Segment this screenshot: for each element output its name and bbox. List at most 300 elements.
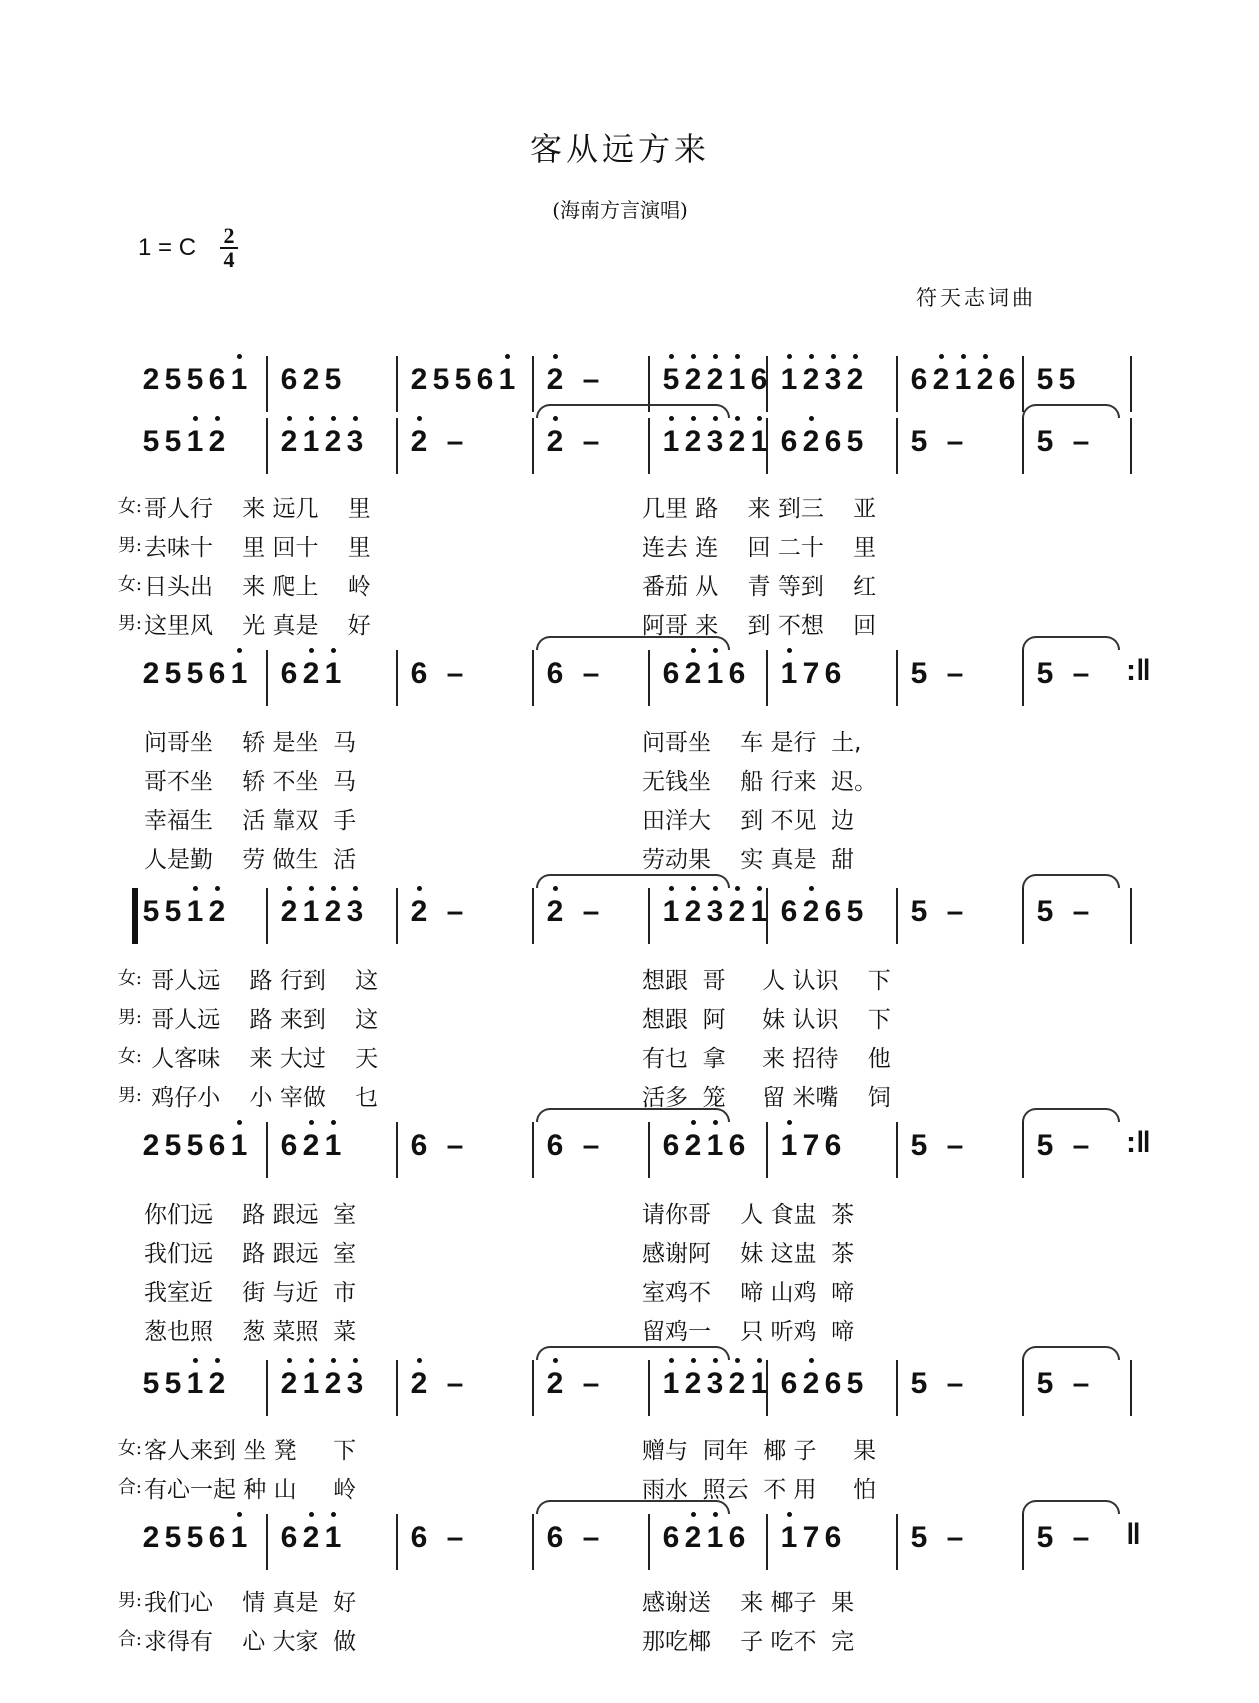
note: 6	[824, 657, 842, 690]
note: 5	[910, 1521, 928, 1554]
note: 2	[408, 884, 430, 940]
note: 1	[778, 352, 800, 408]
high-octave-dot	[809, 354, 814, 359]
singer-role-label: 合:	[117, 1629, 142, 1650]
measure	[278, 646, 344, 702]
high-octave-dot	[505, 354, 510, 359]
note: 2	[302, 363, 320, 396]
measure	[544, 884, 616, 940]
measure	[908, 884, 980, 940]
measure	[140, 1510, 250, 1566]
note: 5	[164, 895, 182, 928]
repeat-end-barline: :‖	[1126, 1126, 1151, 1159]
note: 1	[660, 884, 682, 940]
note: 3	[344, 414, 366, 470]
high-octave-dot	[353, 886, 358, 891]
note: 6	[280, 1129, 298, 1162]
measure	[278, 1118, 344, 1174]
note: 1	[704, 646, 726, 702]
dash-sustain: –	[582, 1367, 600, 1400]
lyric-right-phrase: 番茄 从 青 等到 红	[642, 574, 877, 600]
note: 5	[164, 425, 182, 458]
note: 2	[142, 1129, 160, 1162]
note: 2	[682, 1356, 704, 1412]
dash-sustain: –	[446, 1521, 464, 1554]
lyric-line	[104, 802, 1204, 838]
note: 2	[800, 884, 822, 940]
lyric-line	[104, 1196, 1204, 1232]
high-octave-dot	[939, 354, 944, 359]
lyric-line	[104, 568, 1204, 604]
note: 5	[910, 895, 928, 928]
lyric-left-phrase: 去味十 里 回十 里	[144, 535, 371, 561]
high-octave-dot	[331, 1120, 336, 1125]
note: 6	[546, 1129, 564, 1162]
barline	[896, 888, 898, 944]
note: 5	[1058, 363, 1076, 396]
note: 7	[802, 1521, 820, 1554]
note: 6	[208, 363, 226, 396]
high-octave-dot	[787, 1120, 792, 1125]
note: 5	[1036, 1129, 1054, 1162]
measure	[408, 646, 480, 702]
high-octave-dot	[287, 416, 292, 421]
song-title: 客从远方来	[529, 130, 710, 168]
lyric-left-phrase: 人是勤 劳 做生 活	[144, 847, 357, 873]
high-octave-dot	[193, 886, 198, 891]
note: 5	[186, 657, 204, 690]
note: 6	[910, 363, 928, 396]
barline	[1022, 1360, 1024, 1416]
measure	[1034, 1356, 1106, 1412]
meter-bottom: 4	[223, 247, 235, 272]
barline	[1130, 1360, 1132, 1416]
final-barline: ‖	[1126, 1518, 1141, 1551]
note: 6	[780, 895, 798, 928]
note: 6	[750, 363, 768, 396]
tie-arc	[1022, 404, 1120, 418]
note: 2	[682, 414, 704, 470]
note: 1	[660, 414, 682, 470]
barline	[648, 888, 650, 944]
lyric-line	[104, 763, 1204, 799]
singer-role-label: 男:	[117, 613, 142, 634]
note: 6	[410, 657, 428, 690]
dash-sustain: –	[946, 1367, 964, 1400]
measure	[1034, 884, 1106, 940]
lyric-line	[104, 1235, 1204, 1271]
dash-sustain: –	[446, 657, 464, 690]
lyric-right-phrase: 赠与 同年 椰 子 果	[642, 1438, 877, 1464]
barline	[766, 1122, 768, 1178]
note: 5	[164, 1129, 182, 1162]
note: 1	[300, 884, 322, 940]
dash-sustain: –	[582, 895, 600, 928]
singer-role-label: 男:	[117, 1590, 142, 1611]
measure	[660, 646, 748, 702]
measure	[1034, 646, 1106, 702]
high-octave-dot	[331, 1358, 336, 1363]
note: 6	[662, 1129, 680, 1162]
lyric-left-phrase: 客人来到 坐 凳 下	[144, 1438, 357, 1464]
measure	[660, 414, 770, 470]
note: 1	[184, 1356, 206, 1412]
note: 6	[208, 657, 226, 690]
lyric-left-phrase: 有心一起 种 山 岭	[144, 1477, 357, 1503]
dash-sustain: –	[1072, 1129, 1090, 1162]
note: 2	[930, 352, 952, 408]
time-signature	[220, 223, 238, 272]
note: 6	[998, 363, 1016, 396]
dash-sustain: –	[1072, 425, 1090, 458]
lyric-line	[104, 490, 1204, 526]
high-octave-dot	[309, 1120, 314, 1125]
measure	[1034, 352, 1078, 408]
lyric-right-phrase: 问哥坐 车 是行 土,	[642, 730, 862, 756]
measure	[544, 1118, 616, 1174]
dash-sustain: –	[1072, 895, 1090, 928]
note: 5	[186, 363, 204, 396]
singer-role-label: 男:	[117, 1085, 142, 1106]
dash-sustain: –	[446, 1367, 464, 1400]
dash-sustain: –	[946, 1129, 964, 1162]
high-octave-dot	[215, 416, 220, 421]
note: 5	[1036, 425, 1054, 458]
note: 2	[206, 414, 228, 470]
barline	[532, 356, 534, 412]
note: 1	[300, 1356, 322, 1412]
high-octave-dot	[215, 1358, 220, 1363]
note: 1	[748, 884, 770, 940]
lyric-left-phrase: 你们远 路 跟远 室	[144, 1202, 357, 1228]
barline	[266, 356, 268, 412]
measure	[660, 884, 770, 940]
note: 2	[300, 1510, 322, 1566]
high-octave-dot	[809, 416, 814, 421]
measure	[140, 884, 228, 940]
measure	[408, 884, 480, 940]
barline	[396, 418, 398, 474]
high-octave-dot	[193, 416, 198, 421]
measure	[544, 1510, 616, 1566]
barline	[648, 1122, 650, 1178]
lyric-line	[104, 1001, 1204, 1037]
barline	[1130, 888, 1132, 944]
barline	[1022, 356, 1024, 412]
note: 1	[184, 414, 206, 470]
note: 2	[142, 363, 160, 396]
measure	[544, 414, 616, 470]
barline	[532, 1360, 534, 1416]
measure	[778, 884, 866, 940]
note: 2	[726, 884, 748, 940]
high-octave-dot	[309, 648, 314, 653]
measure	[908, 352, 1018, 408]
note: 6	[780, 1367, 798, 1400]
high-octave-dot	[735, 1358, 740, 1363]
note: 5	[454, 363, 472, 396]
high-octave-dot	[309, 1512, 314, 1517]
dash-sustain: –	[582, 425, 600, 458]
lyric-line	[104, 1432, 1204, 1468]
dash-sustain: –	[1072, 1521, 1090, 1554]
high-octave-dot	[787, 648, 792, 653]
note: 1	[300, 414, 322, 470]
note: 3	[704, 884, 726, 940]
note: 6	[662, 1521, 680, 1554]
note: 6	[662, 657, 680, 690]
measure	[278, 352, 344, 408]
high-octave-dot	[735, 886, 740, 891]
dash-sustain: –	[946, 895, 964, 928]
lyric-line	[104, 1079, 1204, 1115]
note: 5	[660, 352, 682, 408]
note: 2	[410, 363, 428, 396]
note: 2	[408, 1356, 430, 1412]
measure	[408, 352, 518, 408]
note: 1	[952, 352, 974, 408]
barline	[1022, 650, 1024, 706]
high-octave-dot	[331, 416, 336, 421]
high-octave-dot	[331, 886, 336, 891]
dash-sustain: –	[582, 1129, 600, 1162]
note: 7	[802, 1129, 820, 1162]
note: 1	[778, 1510, 800, 1566]
lyric-right-phrase: 几里 路 来 到三 亚	[642, 496, 877, 522]
measure	[140, 646, 250, 702]
measure	[1034, 1118, 1106, 1174]
note: 6	[824, 1129, 842, 1162]
note: 1	[660, 1356, 682, 1412]
note: 6	[546, 657, 564, 690]
high-octave-dot	[353, 416, 358, 421]
high-octave-dot	[787, 354, 792, 359]
notation-row	[140, 414, 1140, 474]
note: 1	[322, 1118, 344, 1174]
dash-sustain: –	[582, 363, 600, 396]
note: 6	[280, 657, 298, 690]
notation-row	[140, 646, 1151, 706]
lyric-left-phrase: 人客味 来 大过 天	[144, 1046, 379, 1072]
measure	[778, 646, 844, 702]
note: 2	[142, 657, 160, 690]
high-octave-dot	[309, 1358, 314, 1363]
high-octave-dot	[853, 354, 858, 359]
dash-sustain: –	[582, 657, 600, 690]
note: 5	[1036, 1367, 1054, 1400]
dash-sustain: –	[946, 1521, 964, 1554]
high-octave-dot	[287, 1358, 292, 1363]
notation-row	[140, 1356, 1140, 1416]
note: 2	[408, 414, 430, 470]
note: 1	[704, 1510, 726, 1566]
measure	[778, 1118, 844, 1174]
measure	[140, 1118, 250, 1174]
barline	[648, 650, 650, 706]
note: 5	[910, 425, 928, 458]
high-octave-dot	[757, 1358, 762, 1363]
note: 3	[704, 414, 726, 470]
singer-role-label: 合:	[117, 1477, 142, 1498]
measure	[778, 414, 866, 470]
high-octave-dot	[309, 416, 314, 421]
high-octave-dot	[669, 354, 674, 359]
note: 2	[544, 884, 566, 940]
barline	[1130, 356, 1132, 412]
note: 1	[184, 884, 206, 940]
lyric-left-phrase: 这里风 光 真是 好	[144, 613, 371, 639]
note: 2	[800, 1356, 822, 1412]
high-octave-dot	[809, 886, 814, 891]
high-octave-dot	[553, 354, 558, 359]
note: 6	[728, 657, 746, 690]
barline	[766, 1514, 768, 1570]
barline	[396, 1514, 398, 1570]
lyric-right-phrase: 那吃椰 子 吃不 完	[642, 1629, 855, 1655]
lyric-line	[104, 607, 1204, 643]
note: 5	[910, 1129, 928, 1162]
measure	[140, 1356, 228, 1412]
note: 5	[164, 363, 182, 396]
barline	[266, 888, 268, 944]
barline	[1022, 888, 1024, 944]
song-subtitle: (海南方言演唱)	[552, 198, 688, 222]
measure	[908, 646, 980, 702]
note: 2	[800, 352, 822, 408]
lyric-right-phrase: 阿哥 来 到 不想 回	[642, 613, 877, 639]
note: 2	[300, 1118, 322, 1174]
note: 2	[544, 352, 566, 408]
note: 5	[846, 1367, 864, 1400]
note: 2	[322, 884, 344, 940]
lyric-line	[104, 1313, 1204, 1349]
barline	[266, 1122, 268, 1178]
lyric-line	[104, 1623, 1204, 1659]
note: 2	[800, 414, 822, 470]
measure	[408, 414, 480, 470]
measure	[908, 1510, 980, 1566]
note: 5	[186, 1521, 204, 1554]
note: 1	[228, 646, 250, 702]
high-octave-dot	[215, 886, 220, 891]
key-signature: 1 = C	[138, 234, 197, 261]
high-octave-dot	[237, 648, 242, 653]
barline	[766, 650, 768, 706]
note: 2	[682, 1118, 704, 1174]
note: 6	[208, 1129, 226, 1162]
high-octave-dot	[757, 416, 762, 421]
lyric-left-phrase: 日头出 来 爬上 岭	[144, 574, 371, 600]
measure	[660, 1118, 748, 1174]
measure	[278, 1510, 344, 1566]
lyric-line	[104, 962, 1204, 998]
note: 6	[824, 425, 842, 458]
notation-row	[140, 1118, 1151, 1178]
barline	[648, 1514, 650, 1570]
note: 1	[748, 414, 770, 470]
lyric-left-phrase: 鸡仔小 小 宰做 乜	[144, 1085, 379, 1111]
lyric-line	[104, 1471, 1204, 1507]
high-octave-dot	[735, 416, 740, 421]
singer-role-label: 女:	[117, 968, 142, 989]
note: 1	[228, 1510, 250, 1566]
note: 3	[344, 884, 366, 940]
note: 5	[1036, 363, 1054, 396]
singer-role-label: 女:	[117, 496, 142, 517]
composer-credit: 符天志词曲	[916, 286, 1036, 310]
note: 6	[208, 1521, 226, 1554]
lyric-left-phrase: 幸福生 活 靠双 手	[144, 808, 357, 834]
barline	[1022, 418, 1024, 474]
lyric-right-phrase: 连去 连 回 二十 里	[642, 535, 877, 561]
lyric-left-phrase: 问哥坐 轿 是坐 马	[144, 730, 357, 756]
lyric-right-phrase: 感谢送 来 椰子 果	[642, 1590, 855, 1616]
barline	[396, 1360, 398, 1416]
high-octave-dot	[237, 354, 242, 359]
note: 2	[300, 646, 322, 702]
note: 5	[142, 425, 160, 458]
note: 1	[228, 1118, 250, 1174]
barline	[532, 888, 534, 944]
note: 6	[476, 363, 494, 396]
note: 2	[974, 352, 996, 408]
note: 1	[748, 1356, 770, 1412]
high-octave-dot	[331, 648, 336, 653]
note: 6	[824, 895, 842, 928]
note: 5	[1036, 657, 1054, 690]
lyric-line	[104, 1274, 1204, 1310]
dash-sustain: –	[446, 1129, 464, 1162]
note: 6	[546, 1521, 564, 1554]
note: 6	[410, 1129, 428, 1162]
barline	[896, 418, 898, 474]
note: 2	[206, 1356, 228, 1412]
barline	[266, 1514, 268, 1570]
lyric-right-phrase: 想跟 哥 人 认识 下	[642, 968, 891, 994]
barline	[396, 356, 398, 412]
note: 2	[544, 1356, 566, 1412]
barline	[266, 418, 268, 474]
measure	[778, 1510, 844, 1566]
measure	[408, 1356, 480, 1412]
lyric-line	[104, 841, 1204, 877]
high-octave-dot	[691, 354, 696, 359]
measure	[778, 1356, 866, 1412]
note: 6	[728, 1521, 746, 1554]
tie-arc	[536, 404, 730, 418]
high-octave-dot	[757, 886, 762, 891]
lyric-right-phrase: 有乜 拿 来 招待 他	[642, 1046, 891, 1072]
high-octave-dot	[417, 886, 422, 891]
note: 2	[206, 884, 228, 940]
notation-row	[140, 352, 1140, 412]
measure	[140, 414, 228, 470]
high-octave-dot	[787, 1512, 792, 1517]
barline	[266, 1360, 268, 1416]
barline	[532, 650, 534, 706]
lyric-line	[104, 724, 1204, 760]
high-octave-dot	[417, 416, 422, 421]
barline	[266, 650, 268, 706]
high-octave-dot	[287, 886, 292, 891]
barline	[648, 418, 650, 474]
note: 5	[164, 1521, 182, 1554]
barline	[896, 1514, 898, 1570]
note: 6	[728, 1129, 746, 1162]
high-octave-dot	[331, 1512, 336, 1517]
lyric-left-phrase: 我室近 街 与近 市	[144, 1280, 357, 1306]
lyric-right-phrase: 感谢阿 妹 这盅 茶	[642, 1241, 855, 1267]
